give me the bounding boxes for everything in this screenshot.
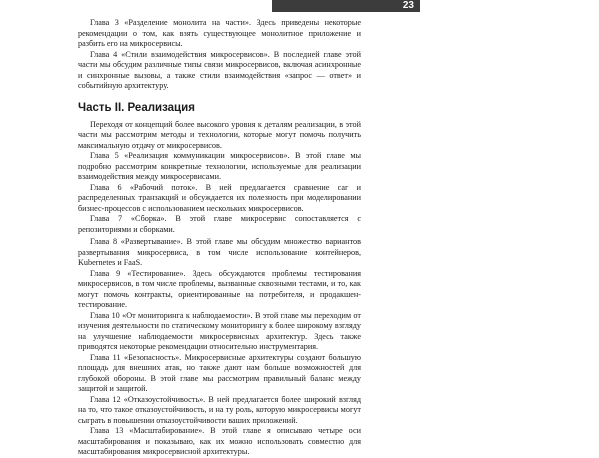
body-text	[78, 18, 361, 458]
paragraph: Глава 3 «Разделение монолита на части». Здесь приведены некоторые рекомендации о том, как взять существующее монолитное приложение и разбить его на микросервисы.	[78, 18, 361, 48]
paragraph: Глава 6 «Рабочий поток». В ней предлагается сравнение саг и распределенных транзакций и обсуждается их полезность при моделировании бизнес-процессов с использованием нескольких микросервисов.	[78, 182, 361, 213]
paragraph: Глава 10 «От мониторинга к наблюдаемости». В этой главе мы переходим от изучения деятельности по статическому мониторингу к более широкому взгляду на улучшение наблюдаемости микросервисных архитектур. Здесь также приводятся некоторые рекомендации относительно инструментария.	[78, 310, 361, 351]
paragraph: Глава 4 «Стили взаимодействия микросервисов». В последней главе этой части мы обсудим различные типы связи микросервисов, включая асинхронные и синхронные вызовы, а также стили взаимодействия «запрос — ответ» и событийную архитектуру.	[78, 49, 361, 90]
paragraph: Глава 7 «Сборка». В этой главе микросервис сопоставляется с репозиториями и сборками.	[78, 214, 361, 234]
paragraph: Глава 9 «Тестирование». Здесь обсуждаются проблемы тестирования микросервисов, в том числе проблемы, вызванные сквозными тестами, и то, как могут помочь контракты, ориентированные на потребителя, и продакшен-тестирование.	[78, 268, 361, 309]
paragraph: Глава 13 «Масштабирование». В этой главе я описываю четыре оси масштабирования и показываю, как их можно использовать совместно для масштабирования микросервисной архитектуры.	[78, 426, 361, 456]
part-heading: Часть II. Реализация	[78, 101, 195, 114]
page-number: 23	[402, 0, 414, 11]
paragraph: Переходя от концепций более высокого уровня к деталям реализации, в этой части мы рассмотрим методы и технологии, которые могут помочь получить максимальную отдачу от микросервисов.	[78, 119, 361, 150]
header-section-title: Предисловие	[549, 1, 599, 10]
paragraph: Глава 12 «Отказоустойчивость». В ней предлагается более широкий взгляд на то, что такое отказоустойчивость, и на ту роль, которую микросервисы могут сыграть в повышении отказоустойчивости ваших приложений.	[78, 394, 361, 425]
paragraph: Глава 5 «Реализация коммуникации микросервисов». В этой главе мы подробно рассмотрим конкретные технологии, используемые для реализации взаимодействия между микросервисами.	[78, 151, 361, 181]
running-header	[272, 0, 599, 12]
paragraph: Глава 8 «Развертывание». В этой главе мы обсудим множество вариантов развертывания микросервиса, в том числе использование контейнеров, Kubernetes и FaaS.	[78, 237, 361, 267]
paragraph: Глава 11 «Безопасность». Микросервисные архитектуры создают большую площадь для внешних атак, но также дают нам больше возможностей для глубокой обороны. В этой главе мы рассмотрим правильный баланс между защитой и защитой.	[78, 352, 361, 393]
